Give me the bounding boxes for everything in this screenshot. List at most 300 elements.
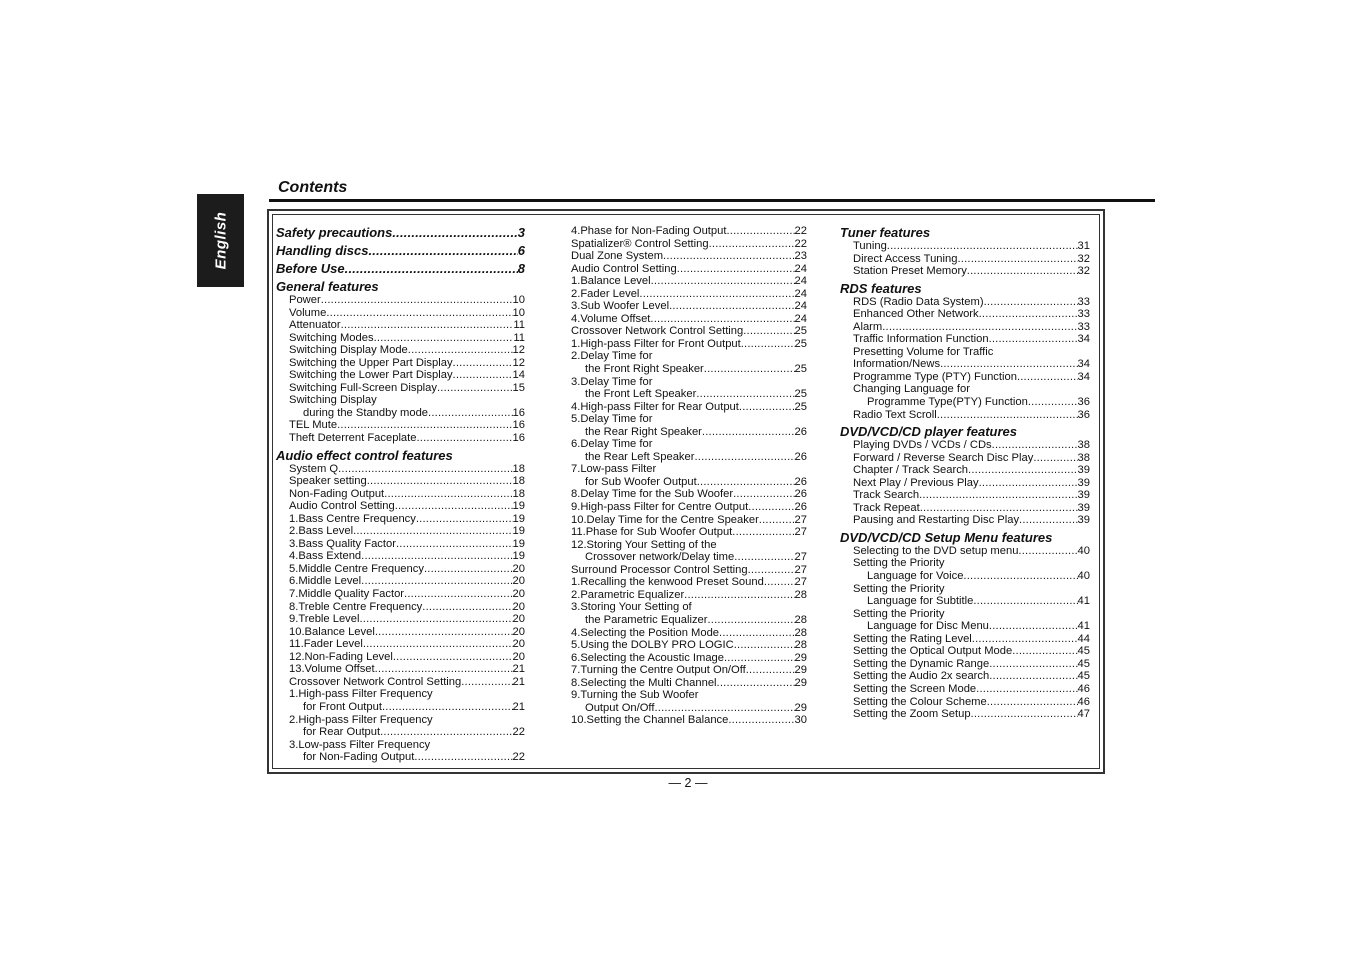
toc-entry-page: 18 (512, 462, 525, 475)
toc-entry[interactable] (571, 225, 807, 238)
toc-entry[interactable] (276, 751, 525, 764)
toc-entry-page: 20 (512, 575, 525, 588)
toc-leader-dots (677, 263, 795, 276)
toc-entry-page: 29 (794, 664, 807, 677)
toc-column-2 (571, 225, 807, 727)
toc-entry-page: 21 (512, 675, 525, 688)
toc-leader-dots (989, 620, 1078, 633)
toc-entry-label: Setting the Colour Scheme (853, 695, 987, 708)
toc-entry[interactable] (571, 275, 807, 288)
toc-entry[interactable] (571, 576, 807, 589)
toc-entry[interactable] (840, 358, 1090, 371)
toc-entry[interactable] (571, 376, 807, 389)
toc-entry[interactable] (571, 539, 807, 552)
toc-entry-page: 19 (512, 550, 525, 563)
toc-entry[interactable] (276, 601, 525, 614)
toc-entry-label: 12.Non-Fading Level (289, 650, 393, 663)
toc-entry[interactable] (276, 475, 525, 488)
toc-entry-label: Chapter / Track Search (853, 464, 969, 477)
toc-leader-dots (428, 407, 513, 420)
toc-entry[interactable] (276, 538, 525, 551)
toc-entry-page: 21 (512, 663, 525, 676)
toc-entry-label: 8.Selecting the Multi Channel (571, 676, 717, 689)
toc-leader-dots (967, 265, 1078, 278)
toc-entry[interactable] (840, 595, 1090, 608)
toc-entry[interactable] (571, 476, 807, 489)
toc-entry[interactable] (840, 371, 1090, 384)
toc-entry[interactable] (276, 394, 525, 407)
toc-entry-label: 4.High-pass Filter for Rear Output (571, 400, 739, 413)
toc-main-entry-label: Handling discs (276, 243, 369, 258)
toc-entry-page: 24 (794, 275, 807, 288)
toc-entry[interactable] (840, 240, 1090, 253)
toc-leader-dots (739, 401, 795, 414)
toc-entry[interactable] (840, 346, 1090, 359)
toc-leader-dots (764, 576, 795, 589)
toc-main-entry[interactable] (276, 261, 525, 276)
toc-entry[interactable] (571, 350, 807, 363)
toc-entry-page: 20 (512, 650, 525, 663)
toc-leader-dots (437, 382, 513, 395)
toc-leader-dots (345, 261, 518, 276)
toc-entry-label: Speaker setting (289, 475, 367, 488)
toc-entry[interactable] (840, 514, 1090, 527)
toc-entry-page: 25 (794, 363, 807, 376)
toc-entry-page: 20 (512, 625, 525, 638)
toc-entry-page: 28 (794, 613, 807, 626)
toc-entry[interactable] (276, 613, 525, 626)
toc-entry-page: 33 (1077, 308, 1090, 321)
toc-entry[interactable] (276, 638, 525, 651)
toc-entry-page: 29 (794, 676, 807, 689)
toc-entry-label: Setting the Zoom Setup (853, 708, 971, 721)
toc-entry-page: 31 (1077, 240, 1090, 252)
toc-entry[interactable] (276, 357, 525, 370)
toc-entry[interactable] (571, 338, 807, 351)
toc-entry-label: 2.Fader Level (571, 287, 640, 300)
toc-leader-dots (654, 702, 794, 715)
toc-entry-page: 10 (512, 306, 525, 319)
toc-entry[interactable] (840, 545, 1090, 558)
toc-entry[interactable] (840, 502, 1090, 515)
toc-entry[interactable] (276, 432, 525, 445)
toc-entry[interactable] (571, 250, 807, 263)
toc-entry[interactable] (571, 463, 807, 476)
toc-leader-dots (367, 475, 513, 488)
toc-entry[interactable] (571, 313, 807, 326)
toc-entry[interactable] (276, 663, 525, 676)
toc-entry[interactable] (276, 626, 525, 639)
toc-entry[interactable] (840, 620, 1090, 633)
toc-leader-dots (734, 639, 795, 652)
toc-leader-dots (384, 488, 512, 501)
toc-entry-label: 10.Balance Level (289, 625, 375, 638)
toc-entry[interactable] (276, 550, 525, 563)
toc-entry[interactable] (276, 319, 525, 332)
toc-entry-label: Switching Modes (289, 331, 374, 344)
toc-entry[interactable] (840, 308, 1090, 321)
toc-section-heading: Audio effect control features (276, 447, 453, 463)
toc-entry-label: Station Preset Memory (853, 265, 967, 278)
toc-entry-page: 11 (513, 331, 525, 344)
toc-entry[interactable] (571, 501, 807, 514)
toc-leader-dots (669, 300, 794, 313)
toc-entry[interactable] (276, 676, 525, 689)
toc-leader-dots (392, 225, 517, 240)
toc-entry-label: 13.Volume Offset (289, 663, 375, 676)
toc-entry-label: 5.Using the DOLBY PRO LOGIC (571, 639, 734, 652)
toc-entry-page: 24 (794, 287, 807, 300)
toc-leader-dots (341, 319, 514, 332)
toc-entry[interactable] (571, 288, 807, 301)
toc-entry[interactable] (840, 477, 1090, 490)
toc-entry-page: 16 (512, 432, 525, 445)
toc-entry-label: 5.Middle Centre Frequency (289, 562, 424, 575)
toc-entry-page: 22 (794, 237, 807, 250)
toc-leader-dots (976, 683, 1077, 696)
toc-section-heading: General features (276, 279, 379, 294)
toc-main-entry-page: 3 (517, 225, 525, 240)
toc-main-entry[interactable] (276, 225, 525, 240)
toc-entry[interactable] (571, 677, 807, 690)
toc-entry[interactable] (276, 307, 525, 320)
toc-leader-dots (408, 344, 513, 357)
toc-entry-page: 18 (512, 487, 525, 500)
toc-entry-label: 7.Low-pass Filter (571, 463, 657, 476)
toc-leader-dots (663, 250, 795, 263)
toc-entry[interactable] (840, 383, 1090, 396)
toc-entry-page: 46 (1077, 682, 1090, 695)
toc-entry-label: Setting the Dynamic Range (853, 657, 990, 670)
toc-leader-dots (882, 321, 1077, 334)
toc-entry[interactable] (840, 645, 1090, 658)
toc-entry[interactable] (276, 726, 525, 739)
toc-entry-label: for Sub Woofer Output (585, 475, 697, 488)
toc-entry-label: Track Repeat (853, 501, 920, 514)
toc-entry-page: 20 (512, 588, 525, 601)
toc-entry-label: 2.Parametric Equalizer (571, 588, 685, 601)
toc-entry-label: 4.Selecting the Position Mode (571, 626, 720, 639)
toc-leader-dots (989, 658, 1077, 671)
toc-entry[interactable] (840, 321, 1090, 334)
toc-entry-label: Spatializer® Control Setting (571, 237, 709, 250)
toc-entry-page: 28 (794, 588, 807, 601)
toc-leader-dots (395, 500, 513, 513)
toc-entry-page: 25 (794, 337, 807, 350)
language-tab-label: English (212, 211, 230, 270)
toc-entry[interactable] (276, 369, 525, 382)
toc-entry[interactable] (840, 583, 1090, 596)
toc-leader-dots (684, 589, 794, 602)
toc-entry-label: Selecting to the DVD setup menu (853, 544, 1019, 557)
toc-leader-dots (404, 588, 513, 601)
toc-entry[interactable] (276, 701, 525, 714)
toc-entry[interactable] (840, 696, 1090, 709)
toc-entry-label: Switching Display (289, 394, 377, 407)
toc-entry[interactable] (276, 463, 525, 476)
toc-entry-page: 39 (1077, 501, 1090, 514)
toc-entry-page: 40 (1077, 570, 1090, 583)
toc-entry-label: Setting the Audio 2x search (853, 670, 990, 683)
toc-entry[interactable] (840, 557, 1090, 570)
toc-entry[interactable] (840, 333, 1090, 346)
page-number: — 2 — (668, 776, 708, 790)
toc-entry[interactable] (276, 525, 525, 538)
toc-entry[interactable] (840, 253, 1090, 266)
toc-entry-label: Non-Fading Output (289, 487, 385, 500)
toc-entry[interactable] (571, 601, 807, 614)
toc-leader-dots (353, 525, 512, 538)
toc-leader-dots (971, 708, 1078, 721)
toc-entry-page: 12 (512, 344, 525, 357)
toc-entry-page: 26 (794, 488, 807, 501)
toc-entry[interactable] (840, 489, 1090, 502)
toc-entry[interactable] (840, 633, 1090, 646)
toc-entry[interactable] (571, 401, 807, 414)
toc-entry-label: Dual Zone System (571, 250, 664, 263)
toc-leader-dots (979, 308, 1078, 321)
toc-entry[interactable] (571, 551, 807, 564)
toc-entry-label: Forward / Reverse Search Disc Play (853, 451, 1034, 464)
toc-leader-dots (717, 677, 795, 690)
toc-leader-dots (979, 477, 1078, 490)
toc-leader-dots (650, 313, 794, 326)
toc-entry-page: 45 (1077, 670, 1090, 683)
toc-leader-dots (368, 243, 517, 258)
toc-entry-page: 40 (1077, 544, 1090, 557)
toc-leader-dots (963, 570, 1077, 583)
toc-entry-label: Pausing and Restarting Disc Play (853, 514, 1020, 527)
toc-entry-page: 32 (1077, 265, 1090, 278)
toc-entry-label: 6.Middle Level (289, 575, 362, 588)
toc-entry[interactable] (571, 714, 807, 727)
toc-leader-dots (396, 538, 513, 551)
toc-entry-label: 9.Turning the Sub Woofer (571, 689, 699, 702)
toc-entry-page: 20 (512, 613, 525, 626)
toc-leader-dots (416, 513, 513, 526)
toc-leader-dots (374, 332, 514, 345)
toc-entry[interactable] (571, 664, 807, 677)
toc-entry[interactable] (571, 614, 807, 627)
toc-entry-label: during the Standby mode (303, 406, 429, 419)
toc-entry-label: 4.Phase for Non-Fading Output (571, 225, 727, 237)
toc-entry-label: 8.Delay Time for the Sub Woofer (571, 488, 734, 501)
toc-entry-label: 6.Delay Time for (571, 438, 653, 451)
toc-entry-label: the Front Right Speaker (585, 363, 704, 376)
toc-leader-dots (453, 369, 513, 382)
toc-leader-dots (704, 363, 795, 376)
toc-leader-dots (337, 419, 512, 432)
toc-leader-dots (697, 476, 795, 489)
toc-entry[interactable] (276, 575, 525, 588)
toc-entry[interactable] (276, 407, 525, 420)
toc-entry[interactable] (840, 409, 1090, 422)
toc-leader-dots (989, 670, 1077, 683)
toc-main-entry-page: 8 (517, 261, 525, 276)
toc-entry[interactable] (840, 439, 1090, 452)
toc-entry[interactable] (276, 294, 525, 307)
toc-entry-label: Setting the Screen Mode (853, 682, 977, 695)
toc-entry[interactable] (571, 438, 807, 451)
toc-entry-page: 26 (794, 475, 807, 488)
toc-section-heading: RDS features (840, 280, 922, 296)
toc-entry[interactable] (571, 652, 807, 665)
toc-entry-label: Switching the Upper Part Display (289, 356, 453, 369)
toc-entry-page: 19 (512, 537, 525, 550)
toc-entry[interactable] (571, 702, 807, 715)
toc-entry[interactable] (840, 708, 1090, 721)
toc-entry-label: Enhanced Other Network (853, 308, 979, 321)
toc-entry-label: 3.Delay Time for (571, 375, 653, 388)
toc-entry[interactable] (571, 589, 807, 602)
toc-entry-label: Track Search (853, 489, 920, 502)
toc-entry-page: 15 (512, 381, 525, 394)
page-title: Contents (278, 179, 348, 196)
toc-entry[interactable] (571, 388, 807, 401)
toc-entry-label: System Q (289, 462, 339, 475)
toc-entry[interactable] (276, 332, 525, 345)
toc-entry[interactable] (840, 265, 1090, 278)
toc-entry[interactable] (276, 513, 525, 526)
toc-leader-dots (743, 325, 794, 338)
toc-entry[interactable] (276, 563, 525, 576)
toc-entry[interactable] (276, 688, 525, 701)
toc-entry-page: 33 (1077, 295, 1090, 308)
toc-entry-page: 34 (1077, 333, 1090, 346)
toc-entry[interactable] (840, 683, 1090, 696)
toc-entry[interactable] (840, 464, 1090, 477)
toc-entry-page: 24 (794, 312, 807, 325)
toc-entry-label: Setting the Priority (853, 582, 945, 595)
toc-entry-label: 10.Setting the Channel Balance (571, 714, 729, 727)
toc-entry-label: Direct Access Tuning (853, 252, 958, 265)
toc-main-entry-label: Safety precautions (276, 225, 393, 240)
toc-leader-dots (359, 613, 512, 626)
toc-entry-label: 4.Volume Offset (571, 312, 651, 325)
toc-entry[interactable] (276, 714, 525, 727)
toc-entry-label: 9.High-pass Filter for Centre Output (571, 501, 749, 514)
toc-entry[interactable] (276, 488, 525, 501)
toc-entry[interactable] (571, 325, 807, 338)
toc-entry-page: 10 (512, 294, 525, 306)
toc-entry[interactable] (571, 238, 807, 251)
toc-entry[interactable] (571, 413, 807, 426)
toc-entry[interactable] (571, 426, 807, 439)
toc-entry-label: 7.Turning the Centre Output On/Off (571, 664, 746, 677)
toc-leader-dots (321, 294, 513, 307)
toc-entry[interactable] (571, 689, 807, 702)
toc-entry-label: Output On/Off (585, 701, 655, 714)
toc-entry-page: 41 (1077, 620, 1090, 633)
toc-entry-label: Crossover Network Control Setting (289, 675, 462, 688)
toc-leader-dots (361, 550, 512, 563)
toc-leader-dots (651, 275, 795, 288)
toc-entry-label: Switching Display Mode (289, 344, 408, 357)
toc-entry[interactable] (571, 300, 807, 313)
toc-entry-page: 39 (1077, 476, 1090, 489)
toc-entry[interactable] (840, 670, 1090, 683)
toc-entry[interactable] (276, 344, 525, 357)
toc-entry-label: Volume (289, 306, 327, 319)
toc-entry-page: 19 (512, 512, 525, 525)
toc-leader-dots (937, 409, 1078, 422)
toc-entry[interactable] (571, 263, 807, 276)
toc-entry[interactable] (840, 452, 1090, 465)
toc-entry[interactable] (840, 396, 1090, 409)
toc-entry[interactable] (571, 514, 807, 527)
toc-entry-label: the Rear Left Speaker (585, 450, 695, 463)
toc-leader-dots (708, 614, 795, 627)
toc-entry[interactable] (276, 382, 525, 395)
toc-entry[interactable] (571, 488, 807, 501)
toc-entry-page: 21 (512, 700, 525, 713)
toc-entry-label: 7.Middle Quality Factor (289, 588, 405, 601)
toc-entry[interactable] (571, 564, 807, 577)
toc-entry[interactable] (571, 363, 807, 376)
toc-entry-label: the Rear Right Speaker (585, 425, 702, 438)
toc-entry[interactable] (840, 658, 1090, 671)
toc-entry[interactable] (276, 500, 525, 513)
toc-entry-page: 19 (512, 500, 525, 513)
toc-leader-dots (393, 651, 513, 664)
toc-entry-label: Programme Type(PTY) Function (867, 396, 1028, 409)
toc-entry-label: the Front Left Speaker (585, 388, 697, 401)
toc-leader-dots (734, 551, 794, 564)
toc-entry-page: 22 (794, 225, 807, 237)
toc-leader-dots (326, 307, 512, 320)
toc-entry-label: 2.Delay Time for (571, 350, 653, 363)
toc-entry[interactable] (840, 608, 1090, 621)
toc-main-entry[interactable] (276, 243, 525, 258)
toc-entry-page: 28 (794, 639, 807, 652)
toc-entry-label: Power (289, 294, 321, 306)
toc-entry[interactable] (571, 639, 807, 652)
toc-entry[interactable] (840, 296, 1090, 309)
toc-entry[interactable] (571, 451, 807, 464)
toc-leader-dots (363, 638, 513, 651)
toc-entry-page: 27 (794, 551, 807, 564)
toc-entry-label: RDS (Radio Data System) (853, 295, 984, 308)
toc-entry[interactable] (571, 526, 807, 539)
toc-leader-dots (361, 575, 512, 588)
toc-leader-dots (453, 357, 513, 370)
toc-entry-page: 34 (1077, 370, 1090, 383)
toc-leader-dots (422, 601, 512, 614)
toc-entry-label: 9.Treble Level (289, 613, 360, 626)
toc-entry-label: 2.Bass Level (289, 525, 354, 538)
toc-entry-label: Language for Subtitle (867, 595, 974, 608)
toc-entry[interactable] (571, 627, 807, 640)
toc-section-heading: DVD/VCD/CD Setup Menu features (840, 529, 1053, 545)
toc-entry-label: 3.Storing Your Setting of (571, 601, 692, 614)
toc-entry[interactable] (276, 739, 525, 752)
toc-entry-label: 5.Delay Time for (571, 413, 653, 426)
toc-leader-dots (746, 664, 795, 677)
toc-entry-page: 27 (794, 563, 807, 576)
toc-entry[interactable] (276, 651, 525, 664)
toc-entry-page: 20 (512, 638, 525, 651)
toc-entry[interactable] (276, 419, 525, 432)
toc-entry[interactable] (276, 588, 525, 601)
toc-entry-page: 46 (1077, 695, 1090, 708)
toc-leader-dots (726, 225, 794, 238)
toc-leader-dots (728, 714, 794, 727)
toc-entry-label: Surround Processor Control Setting (571, 563, 748, 576)
toc-entry-label: 1.Bass Centre Frequency (289, 512, 416, 525)
toc-entry-label: Playing DVDs / VCDs / CDs (853, 439, 992, 452)
toc-entry-label: 8.Treble Centre Frequency (289, 600, 423, 613)
toc-entry[interactable] (840, 570, 1090, 583)
